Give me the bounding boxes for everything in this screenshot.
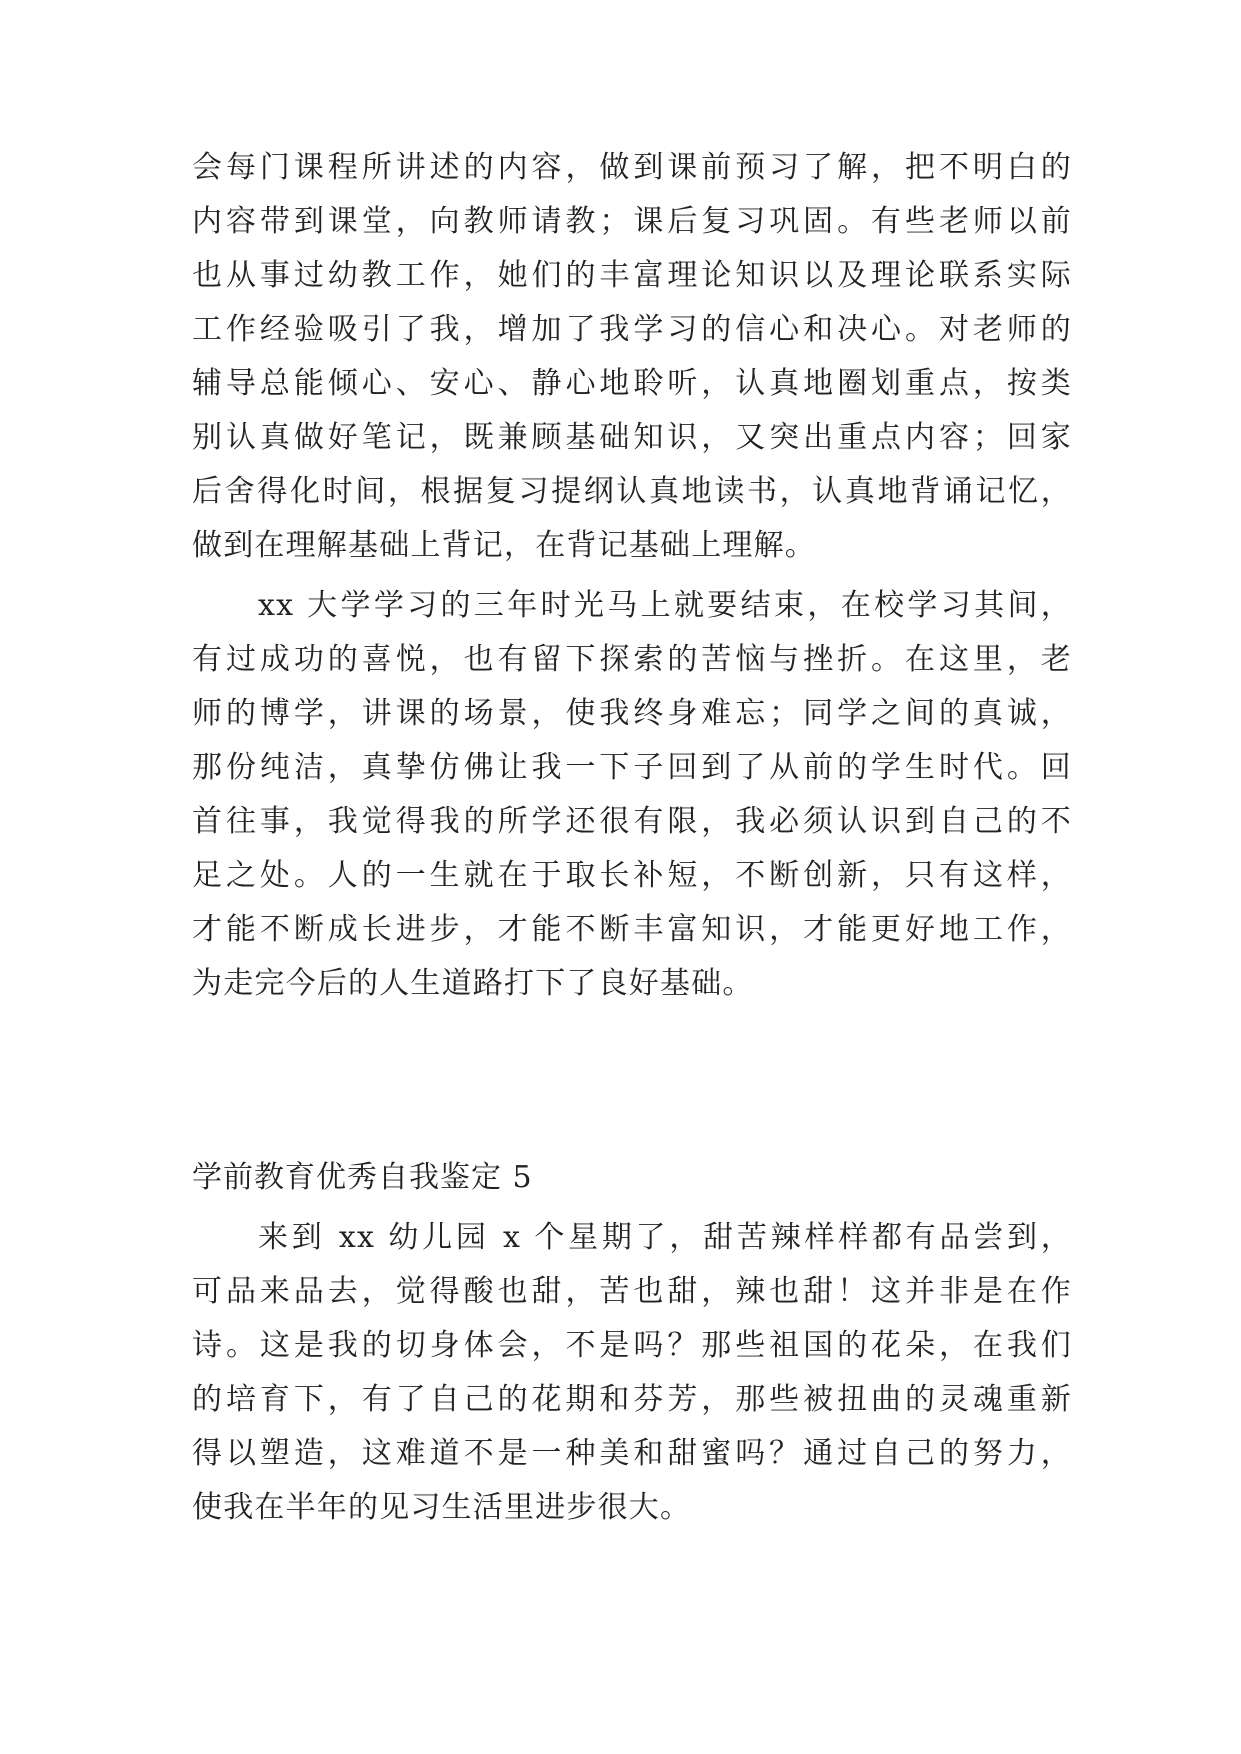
paragraph-line: 师的博学，讲课的场景，使我终身难忘；同学之间的真诚， [192,696,1072,731]
paragraph-line: 内容带到课堂，向教师请教；课后复习巩固。有些老师以前 [192,204,1072,239]
paragraph-line: 使我在半年的见习生活里进步很大。 [192,1490,692,1525]
paragraph-line: xx 大学学习的三年时光马上就要结束，在校学习其间， [258,588,1072,623]
paragraph-line: 会每门课程所讲述的内容，做到课前预习了解，把不明白的 [192,150,1072,185]
paragraph-line: 有过成功的喜悦，也有留下探索的苦恼与挫折。在这里，老 [192,642,1072,677]
paragraph-line: 得以塑造，这难道不是一种美和甜蜜吗？通过自己的努力， [192,1436,1072,1471]
paragraph-line: 后舍得化时间，根据复习提纲认真地读书，认真地背诵记忆， [192,474,1072,509]
paragraph-line: 才能不断成长进步，才能不断丰富知识，才能更好地工作， [192,912,1072,947]
section-title: 学前教育优秀自我鉴定 5 [192,1160,533,1195]
paragraph-line: 也从事过幼教工作，她们的丰富理论知识以及理论联系实际 [192,258,1072,293]
paragraph-line: 来到 xx 幼儿园 x 个星期了，甜苦辣样样都有品尝到， [258,1220,1072,1255]
paragraph-line: 那份纯洁，真挚仿佛让我一下子回到了从前的学生时代。回 [192,750,1072,785]
paragraph-line: 首往事，我觉得我的所学还很有限，我必须认识到自己的不 [192,804,1072,839]
paragraph-line: 工作经验吸引了我，增加了我学习的信心和决心。对老师的 [192,312,1072,347]
paragraph-line: 诗。这是我的切身体会，不是吗？那些祖国的花朵，在我们 [192,1328,1072,1363]
paragraph-line: 足之处。人的一生就在于取长补短，不断创新，只有这样， [192,858,1072,893]
paragraph-line: 可品来品去，觉得酸也甜，苦也甜，辣也甜！这并非是在作 [192,1274,1072,1309]
paragraph-line: 辅导总能倾心、安心、静心地聆听，认真地圈划重点，按类 [192,366,1072,401]
paragraph-line: 别认真做好笔记，既兼顾基础知识，又突出重点内容；回家 [192,420,1072,455]
paragraph-line: 的培育下，有了自己的花期和芬芳，那些被扭曲的灵魂重新 [192,1382,1072,1417]
paragraph-line: 为走完今后的人生道路打下了良好基础。 [192,966,754,1001]
paragraph-line: 做到在理解基础上背记，在背记基础上理解。 [192,528,816,563]
